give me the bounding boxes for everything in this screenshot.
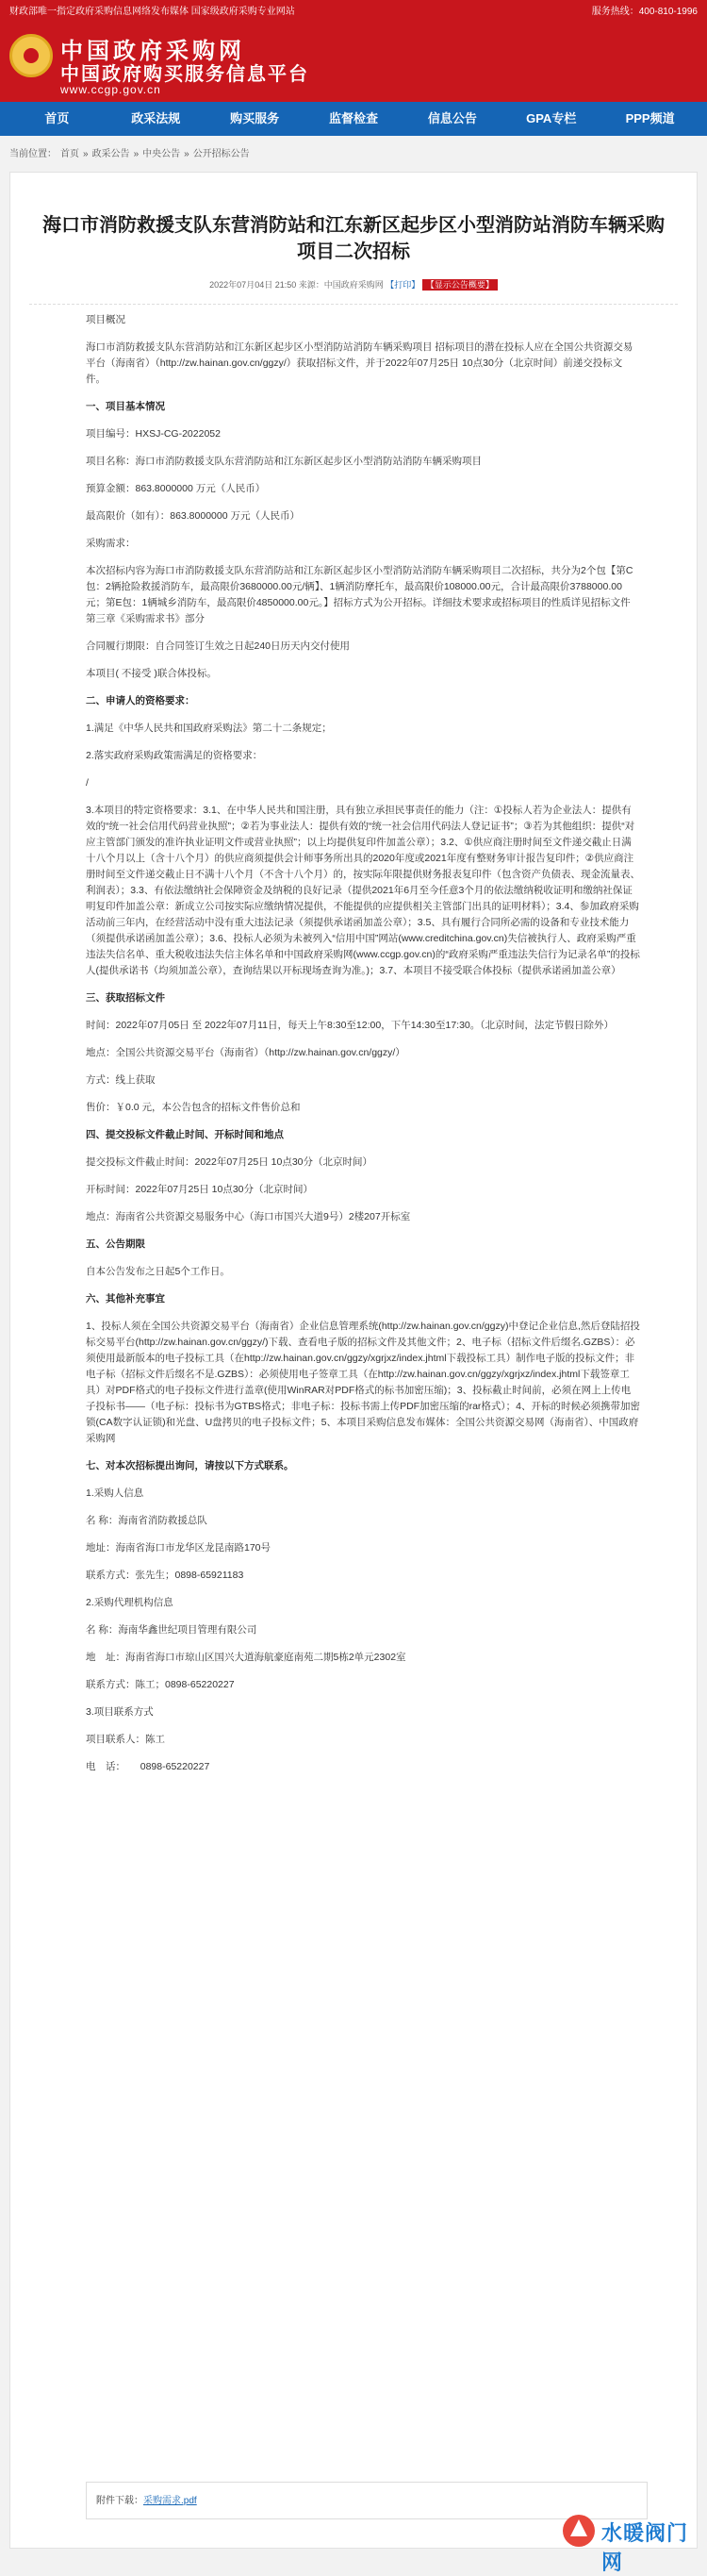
attachment-link[interactable]: 采购需求.pdf	[143, 2496, 197, 2506]
section-heading: 一、项目基本情况	[86, 401, 165, 412]
show-summary-button[interactable]: 【显示公告概要】	[422, 279, 498, 291]
article-source: 来源：中国政府采购网	[298, 280, 384, 290]
breadcrumb-item[interactable]: 政采公告	[91, 149, 130, 159]
article-panel	[9, 172, 698, 2549]
breadcrumb-item[interactable]: 首页	[60, 149, 79, 159]
body-paragraph: 合同履行期限：自合同签订生效之日起240日历天内交付使用	[86, 640, 351, 652]
site-logo-title[interactable]: 中国政府采购网	[60, 37, 245, 64]
body-paragraph: 电 话： 0898-65220227	[86, 1761, 210, 1772]
body-paragraph: 项目名称：海口市消防救援支队东营消防站和江东新区起步区小型消防站消防车辆采购项目	[86, 456, 482, 467]
site-watermark	[560, 2512, 701, 2575]
body-paragraph: /	[86, 777, 89, 789]
body-paragraph: 1.满足《中华人民共和国政府采购法》第二十二条规定；	[86, 723, 332, 734]
article-title: 海口市消防救援支队东营消防站和江东新区起步区小型消防站消防车辆采购项目二次招标	[42, 215, 665, 262]
body-paragraph: 海口市消防救援支队东营消防站和江东新区起步区小型消防站消防车辆采购项目 招标项目的潜在投标人应在全国公共资源交易平台（海南省）（http://zw.hainan.gov.cn/ggzy/）获取招标文件，并于2022年07月25日 10点30分（北京时间）前递交投标文件。	[86, 341, 633, 385]
body-paragraph: 3.本项目的特定资格要求：3.1、在中华人民共和国注册，具有独立承担民事责任的能力（注：①投标人若为企业法人：提供有效的“统一社会信用代码营业执照”；②若为事业法人：提供有效的“统一社会信用代码法人登记证书”；③若为其他组织：提供“对应主管部门颁发的准许执业证明文件或营业执照”；以上均提供复印件加盖公章）；3.2、①供应商注册时间至文件递交截止日满十八个月以上（含十八个月）的供应商须提供会计师事务所出具的2020年度或2021年度有整财务审计报告复印件；②供应商注册时间至文件递交截止日不满十八个月（不含十八个月）的，按实际年限提供财务报表复印件（包含资产负债表、现金流量表、利润表）；3.3、有依法缴纳社会保障资金及纳税的良好记录（提供2021年6月至今任意3个月的依法缴纳税收证明和缴纳社保证明复印件加盖公章：新成立公司按实际应缴纳情况提供，不能提供的应提供相关主管部门出具的证明材料）；3.4、参加政府采购活动前三年内，在经营活动中没有重大违法记录（须提供承诺函加盖公章）；3.5、具有履行合同所必需的设备和专业技术能力（须提供承诺函加盖公章）；3.6、投标人必须为未被列入“信用中国”网站(www.creditchina.gov.cn)失信被执行人、政府采购严重违法失信名单、重大税收违法失信主体名单和中国政府采购网(www.ccgp.gov.cn)的“政府采购严重违法失信行为记录名单”的投标人(提供承诺书（均须加盖公章），查询结果以开标现场查询为准。)；3.7、本项目不接受联合体投标（提供承诺函加盖公章）	[86, 805, 640, 976]
body-paragraph: 项目概况	[86, 314, 125, 325]
main-nav	[0, 102, 707, 136]
body-paragraph: 地 址：海南省海口市琼山区国兴大道海航豪庭南苑二期5栋2单元2302室	[86, 1652, 406, 1663]
site-logo-subtitle: 中国政府购买服务信息平台	[60, 62, 309, 85]
site-header	[0, 17, 707, 102]
nav-announcements[interactable]: 信息公告	[427, 111, 477, 125]
nav-gpa[interactable]: GPA专栏	[526, 111, 577, 125]
breadcrumb-separator: »	[184, 149, 189, 159]
breadcrumb-separator: »	[133, 149, 140, 159]
body-paragraph: 项目编号：HXSJ-CG-2022052	[86, 428, 221, 440]
body-paragraph: 2.落实政府采购政策需满足的资格要求：	[86, 750, 263, 761]
body-paragraph: 3.项目联系方式	[86, 1706, 154, 1718]
article-date: 2022年07月04日 21:50	[209, 280, 297, 290]
body-paragraph: 最高限价（如有）：863.8000000 万元（人民币）	[86, 510, 300, 522]
section-heading: 二、申请人的资格要求：	[86, 695, 195, 706]
body-paragraph: 时间：2022年07月05日 至 2022年07月11日，每天上午8:30至12:00，下午14:30至17:30。（北京时间，法定节假日除外）	[86, 1020, 615, 1031]
body-paragraph: 预算金额：863.8000000 万元（人民币）	[86, 483, 266, 494]
body-paragraph: 本项目( 不接受 )联合体投标。	[86, 668, 217, 679]
section-heading: 六、其他补充事宜	[86, 1293, 165, 1305]
breadcrumb-item[interactable]: 中央公告	[142, 149, 181, 159]
article-body	[10, 305, 697, 1775]
body-paragraph: 自本公告发布之日起5个工作日。	[86, 1266, 230, 1277]
body-paragraph: 地点：海南省公共资源交易服务中心（海口市国兴大道9号）2楼207开标室	[86, 1211, 411, 1222]
breadcrumb	[0, 136, 707, 168]
body-paragraph: 1.采购人信息	[86, 1487, 144, 1499]
national-emblem-icon	[9, 34, 53, 77]
body-paragraph: 名 称：海南省消防救援总队	[86, 1515, 207, 1526]
watermark-text: 水暖阀门网	[601, 2522, 689, 2575]
body-paragraph: 项目联系人：陈工	[86, 1734, 165, 1745]
nav-ppp[interactable]: PPP频道	[625, 111, 675, 125]
attachment-label: 附件下载：	[96, 2496, 143, 2506]
nav-purchase-services[interactable]: 购买服务	[230, 111, 280, 125]
body-paragraph: 1、投标人须在全国公共资源交易平台（海南省）企业信息管理系统(http://zw.hainan.gov.cn/ggzy)中登记企业信息,然后登陆招投标交易平台(http://zw.hainan.gov.cn/ggzy/)下载、查看电子版的招标文件及其他文件；2、电子标（招标文件后缀名.GZBS）：必须使用最新版本的电子投标工具（在http://zw.hainan.gov.cn/ggzy/xgrjxz/index.jhtml下载投标工具）制作电子版的投标文件；非电子标（招标文件后缀名不是.GZBS）：必须使用电子签章工具（在http://zw.hainan.gov.cn/ggzy/xgrjxz/index.jhtml下载签章工具）对PDF格式的电子投标文件进行盖章(使用WinRAR对PDF格式的标书加密压缩)；3、投标截止时间前，必须在网上上传电子投标书——（电子标：投标书为GTBS格式；非电子标：投标书需上传PDF加密压缩的rar格式）；4、开标的时候必须携带加密锁(CA数字认证锁)和光盘、U盘拷贝的电子投标文件；5、本项目采购信息发布媒体：全国公共资源交易网（海南省）、中国政府采购网	[86, 1321, 641, 1444]
section-heading: 五、公告期限	[86, 1238, 145, 1250]
body-paragraph: 方式：线上获取	[86, 1074, 156, 1086]
section-heading: 三、获取招标文件	[86, 992, 165, 1004]
body-paragraph: 地点：全国公共资源交易平台（海南省）（http://zw.hainan.gov.cn/ggzy/）	[86, 1047, 405, 1058]
print-link[interactable]: 【打印】	[386, 280, 420, 290]
nav-supervision[interactable]: 监督检查	[329, 111, 379, 125]
article-meta	[10, 278, 697, 291]
body-paragraph: 提交投标文件截止时间：2022年07月25日 10点30分（北京时间）	[86, 1156, 372, 1168]
top-bar-slogan: 财政部唯一指定政府采购信息网络发布媒体 国家级政府采购专业网站	[9, 7, 295, 17]
body-paragraph: 联系方式：张先生；0898-65921183	[86, 1570, 244, 1581]
body-paragraph: 2.采购代理机构信息	[86, 1597, 173, 1608]
site-url: www.ccgp.gov.cn	[60, 83, 161, 96]
breadcrumb-item[interactable]: 公开招标公告	[192, 149, 250, 159]
body-paragraph: 开标时间：2022年07月25日 10点30分（北京时间）	[86, 1184, 313, 1195]
breadcrumb-prefix: 当前位置：	[9, 149, 57, 159]
breadcrumb-separator: »	[83, 149, 89, 159]
body-paragraph: 采购需求：	[86, 538, 136, 549]
top-bar	[0, 0, 707, 17]
section-heading: 四、提交投标文件截止时间、开标时间和地点	[86, 1129, 284, 1140]
body-paragraph: 联系方式：陈工；0898-65220227	[86, 1679, 235, 1690]
body-paragraph: 售价：￥0.0 元，本公告包含的招标文件售价总和	[86, 1102, 301, 1113]
watermark-logo-icon	[560, 2512, 598, 2550]
nav-home[interactable]: 首页	[44, 111, 70, 125]
nav-regulations[interactable]: 政采法规	[131, 111, 181, 125]
body-paragraph: 名 称：海南华鑫世纪项目管理有限公司	[86, 1624, 257, 1636]
service-hotline: 服务热线：400-810-1996	[591, 7, 698, 17]
body-paragraph: 本次招标内容为海口市消防救援支队东营消防站和江东新区起步区小型消防站消防车辆采购项目二次招标，共分为2个包【第C包：2辆抢险救援消防车，最高限价3680000.00元/辆】、1辆消防摩托车，最高限价108000.00元，合计最高限价3788000.00元；第E包：1辆城乡消防车，最高限价4850000.00元。】招标方式为公开招标。详细技术要求或招标项目的性质详见招标文件第三章《采购需求书》部分	[86, 565, 633, 624]
body-paragraph: 地址：海南省海口市龙华区龙昆南路170号	[86, 1542, 271, 1554]
section-heading: 七、对本次招标提出询问，请按以下方式联系。	[86, 1460, 294, 1471]
